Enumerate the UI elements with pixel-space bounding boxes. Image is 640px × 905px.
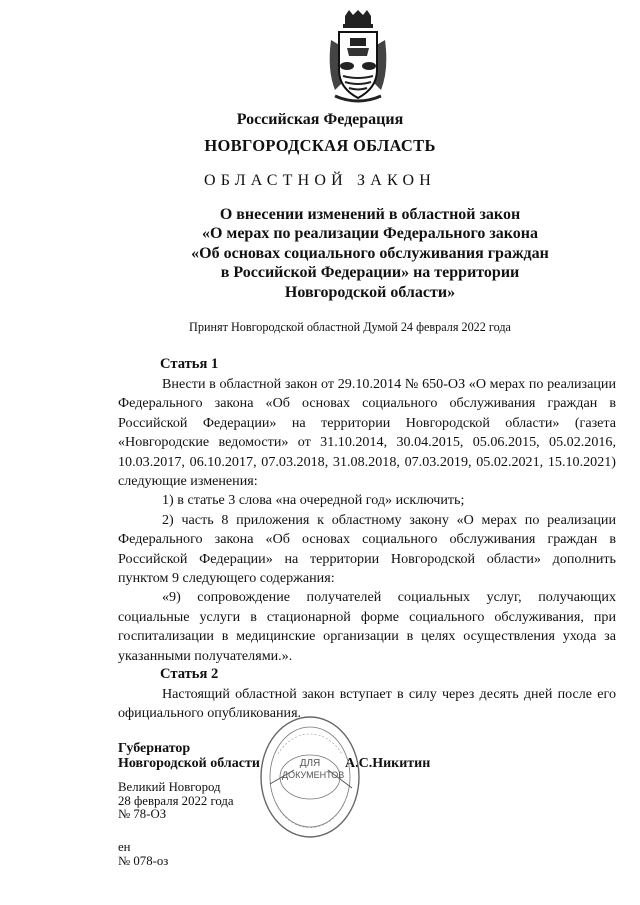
law-title-line: «О мерах по реализации Федерального закона bbox=[201, 225, 539, 243]
article-1-item-2: 2) часть 8 приложения к областному закону «О мерах по реализации Федерального закона «Об основах социального обслуживания граждан в Российской Федерации» на территории Новгородской области» дополнить пунктом 9 следующего содержания: bbox=[118, 511, 616, 587]
article-1-intro: Внести в областной закон от 29.10.2014 № 650-ОЗ «О мерах по реализации Федерального закона «Об основах социального обслуживания граждан в Российской Федерации» на территории Новгородской области» (газета «Новгородские ведомости» от 31.10.2014, 30.04.2015, 05.06.2015, 05.02.2016, 10.03.2017, 06.10.2017, 07.03.2018, 31.08.2018, 07.03.2019, 05.02.2021, 15.10.2021) следующие изменения: bbox=[118, 376, 616, 490]
law-title-line: «Об основах социального обслуживания граждан bbox=[191, 244, 549, 262]
footer-initials: ен bbox=[118, 840, 131, 854]
stamp-label-1: ДЛЯ bbox=[299, 758, 321, 769]
law-title-line: О внесении изменений в областной закон bbox=[219, 206, 521, 223]
article-1-item-1: 1) в статье 3 слова «на очередной год» исключить; bbox=[162, 492, 465, 509]
issue-date: 28 февраля 2022 года bbox=[118, 793, 234, 808]
article-2-heading: Статья 2 bbox=[160, 666, 219, 682]
signatory-position-line-2: Новгородской области bbox=[118, 756, 260, 771]
document-type: ОБЛАСТНОЙ ЗАКОН bbox=[203, 172, 436, 189]
issue-number: № 78-ОЗ bbox=[118, 807, 167, 821]
footer-ref bbox=[118, 841, 168, 868]
country-name: Российская Федерация bbox=[236, 111, 404, 128]
adoption-note: Принят Новгородской областной Думой 24 февраля 2022 года bbox=[189, 320, 511, 334]
article-1-quote: «9) сопровождение получателей социальных услуг, получающих социальные услуги в стационарной форме социального обслуживания, при госпитализации в медицинские организации в целях осуществления ухода за указанными получателями.». bbox=[118, 589, 616, 664]
footer-number: № 078-оз bbox=[118, 853, 169, 868]
law-title bbox=[170, 205, 570, 302]
signatory-name: А.С.Никитин bbox=[345, 756, 431, 771]
law-title-line: Новгородской области» bbox=[284, 283, 456, 301]
article-2-text: Настоящий областной закон вступает в силу через десять дней после его официального опубликования. bbox=[118, 686, 616, 722]
stamp-label-2: ДОКУМЕНТОВ bbox=[282, 770, 345, 780]
law-title-line: в Российской Федерации» на территории bbox=[220, 264, 520, 282]
region-name: НОВГОРОДСКАЯ ОБЛАСТЬ bbox=[204, 136, 436, 155]
official-stamp-icon bbox=[258, 714, 362, 840]
coat-of-arms-icon bbox=[325, 10, 391, 105]
issue-details bbox=[118, 781, 234, 822]
article-1-body bbox=[118, 375, 616, 666]
article-1-heading: Статья 1 bbox=[160, 356, 219, 372]
signatory-position bbox=[118, 741, 260, 771]
signatory-position-line-1: Губернатор bbox=[118, 741, 191, 756]
article-2-body bbox=[118, 685, 616, 724]
issue-city: Великий Новгород bbox=[118, 780, 221, 794]
